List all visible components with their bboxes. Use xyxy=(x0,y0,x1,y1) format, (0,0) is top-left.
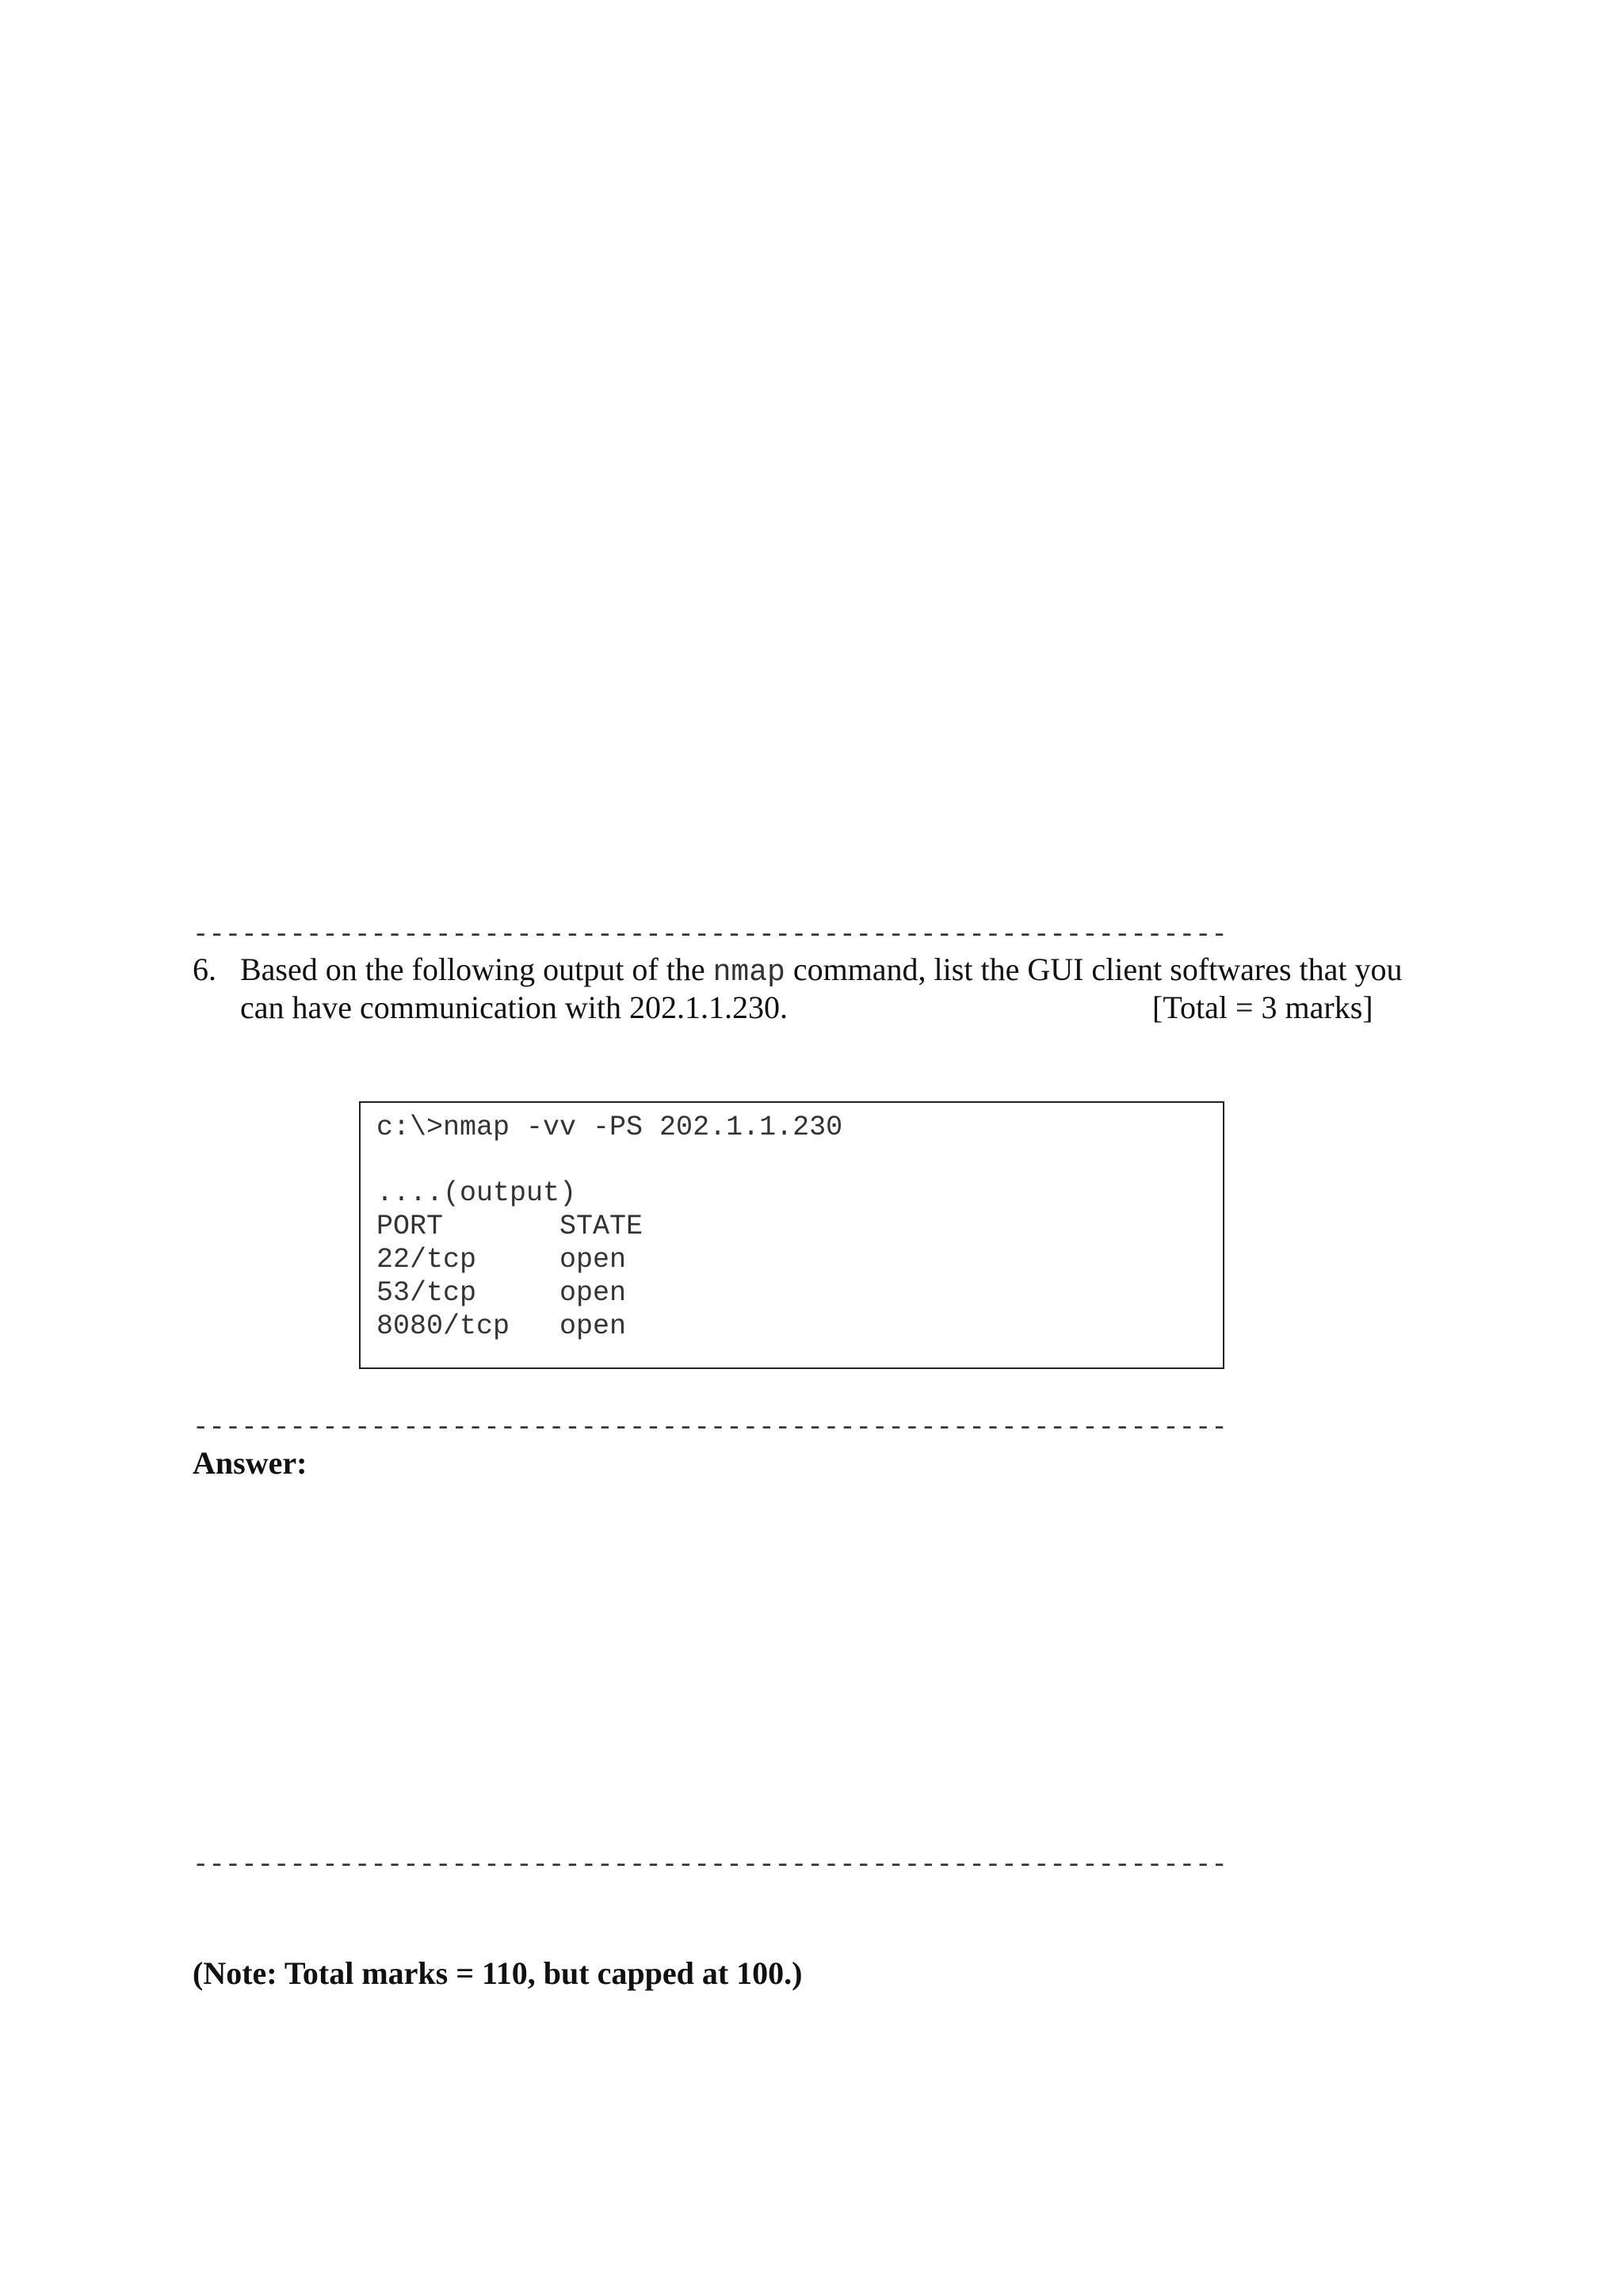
question-text-line-2: can have communication with 202.1.1.230. xyxy=(240,990,788,1025)
question-marks: [Total = 3 marks] xyxy=(1152,990,1373,1025)
code-port-row: 22/tcp open xyxy=(376,1244,627,1276)
question-text-line-1 xyxy=(240,951,1403,992)
code-header-row: PORT STATE xyxy=(376,1211,643,1242)
command-name: nmap xyxy=(712,955,785,990)
answer-label: Answer: xyxy=(193,1445,307,1481)
separator-middle: ---------------------------------------------------------------- xyxy=(193,1413,1228,1444)
code-command-line: c:\>nmap -vv -PS 202.1.1.230 xyxy=(376,1112,843,1143)
marks-note: (Note: Total marks = 110, but capped at 100.) xyxy=(193,1955,803,1991)
nmap-output-box xyxy=(359,1101,1224,1369)
code-port-row: 53/tcp open xyxy=(376,1277,627,1309)
separator-bottom: ---------------------------------------------------------------- xyxy=(193,1851,1228,1881)
question-text-before-command: Based on the following output of the xyxy=(240,952,713,987)
separator-top: ---------------------------------------------------------------- xyxy=(193,921,1228,951)
question-text-after-command: command, list the GUI client softwares that you xyxy=(785,952,1403,987)
question-number: 6. xyxy=(193,952,216,987)
code-output-line: ....(output) xyxy=(376,1177,577,1209)
code-port-row: 8080/tcp open xyxy=(376,1310,627,1342)
